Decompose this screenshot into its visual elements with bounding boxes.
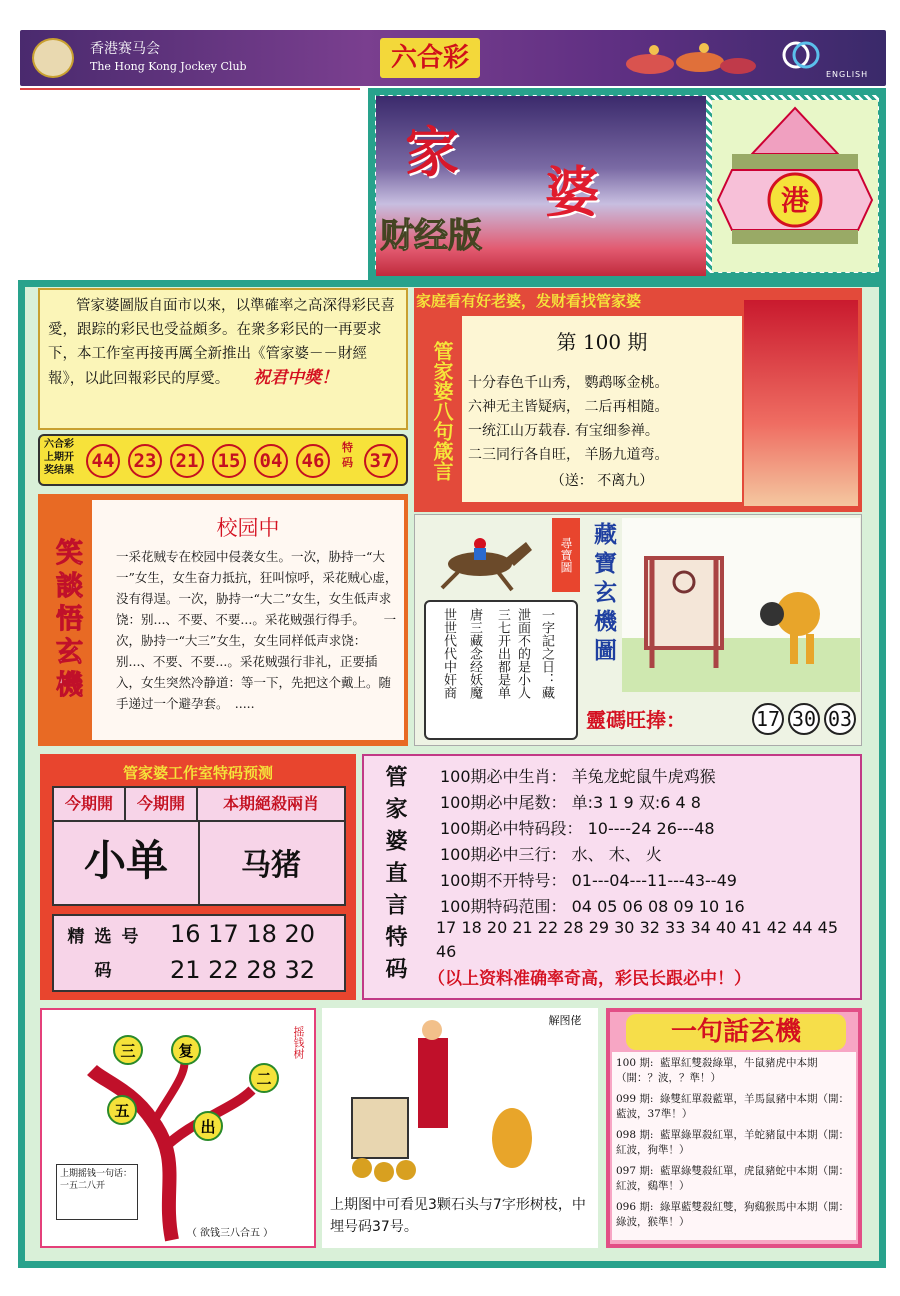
poem-line: 二三同行各自旺， 羊肠九道弯。 bbox=[468, 447, 669, 463]
lucky-number: 03 bbox=[824, 703, 856, 735]
racehorses-icon bbox=[610, 34, 760, 82]
tree-fruit: 五 bbox=[114, 1102, 130, 1120]
picked-numbers bbox=[52, 914, 346, 992]
hkjc-logo[interactable] bbox=[32, 38, 74, 78]
list-item: 097 期: 藍單綠雙殺紅單，虎鼠豬蛇中本期（開：紅波，鷄準！） bbox=[616, 1165, 849, 1192]
one-word-title: 一句話玄機 bbox=[626, 1014, 846, 1050]
forecast-col-header: 今期開 bbox=[54, 788, 126, 820]
list-item: 098 期: 藍單綠單殺紅單，羊蛇豬鼠中本期（開：紅波，狗準！） bbox=[616, 1129, 849, 1156]
joke-title: 校园中 bbox=[216, 516, 280, 540]
tree-tag: 摇钱树 bbox=[286, 1012, 306, 1072]
poem-line: 一统江山万载春. 有宝细参禅。 bbox=[468, 423, 659, 439]
org-name-en: The Hong Kong Jockey Club bbox=[90, 60, 247, 73]
forecast-col-header: 本期絕殺兩肖 bbox=[222, 794, 319, 813]
tips-side-title: 管家婆直言特码 bbox=[382, 765, 407, 989]
title-subtitle: 财经版 bbox=[380, 216, 482, 256]
poem-header: 家庭看有好老婆，发财看找管家婆 bbox=[416, 292, 642, 310]
english-link[interactable]: ENGLISH bbox=[826, 70, 869, 79]
result-ball: 46 bbox=[296, 444, 330, 478]
poem-line: 六神无主皆疑病， 二后再相隨。 bbox=[468, 399, 669, 415]
monkey-target-scene bbox=[622, 518, 860, 692]
intro-text: 管家婆圖版自面市以來，以準確率之高深得彩民喜愛，跟踪的彩民也受益頗多。在衆多彩民的一再要求下，本工作室再接再厲全新推出《管家婆－－財經報》，以此回報彩民的厚愛。 bbox=[48, 298, 395, 387]
tip-note: （以上资料准确率奇高，彩民长跟必中！） bbox=[428, 969, 751, 989]
mark-six-title[interactable]: 六合彩 bbox=[380, 38, 480, 78]
bride-curtain-illustration bbox=[744, 300, 858, 506]
result-ball: 44 bbox=[86, 444, 120, 478]
tip-line: 100期不开特号： 01---04---11---43--49 bbox=[440, 871, 737, 890]
tree-fruit: 三 bbox=[120, 1042, 136, 1060]
treasure-title: 藏寶玄機圖 bbox=[590, 522, 616, 667]
lucky-number: 17 bbox=[752, 703, 784, 735]
joke-text: 一采花贼专在校园中侵袭女生。一次，胁持一“大一”女生，女生奋力抵抗，狂叫惊呼，采花贼心虚，没有得逞。一次，胁持一“大二”女生，女生低声求饶：别...、不要、不要...。采花贼强行得手。 一次，胁持一“大三”女生，女生同样低声求饶：别...、不要、不要...。采花贼强行非礼，正要插入，女生突然冷静道：等一下，先把这个戴上。随手递过一个避孕套。 ..... bbox=[116, 549, 398, 711]
scroll-column: 世世代代中奸商 bbox=[441, 608, 456, 699]
list-item: 096 期: 綠單藍雙殺紅雙，狗鷄猴馬中本期（開：綠波，猴準！） bbox=[616, 1201, 849, 1228]
lantern-char: 港 bbox=[780, 184, 810, 217]
site-header bbox=[20, 30, 886, 86]
lucky-label: 靈碼旺捧： bbox=[586, 708, 686, 732]
tree-note: 上期摇钱一句话：一五二八开 bbox=[56, 1164, 138, 1220]
poem-side-title: 管家婆八句箴言 bbox=[430, 341, 454, 481]
pick-label: 精选号码 bbox=[67, 927, 149, 981]
pick-row: 21 22 28 32 bbox=[170, 956, 316, 984]
lucky-number: 30 bbox=[788, 703, 820, 735]
forecast-col-header: 今期開 bbox=[126, 788, 198, 820]
scroll-column: 三七开出都是单 bbox=[495, 608, 510, 699]
poem-gift: （送： 不离九） bbox=[550, 473, 654, 489]
well-scene-illustration bbox=[322, 1008, 598, 1192]
forecast-big: 小单 bbox=[83, 836, 168, 885]
list-item: 099 期: 綠雙紅單殺藍單，羊馬鼠豬中本期（開：藍波，37準！） bbox=[616, 1093, 849, 1120]
special-label: 特码 bbox=[342, 441, 353, 469]
blessing: 祝君中獎！ bbox=[253, 368, 339, 388]
forecast-kill: 马猪 bbox=[241, 848, 301, 883]
org-name-cn: 香港赛马会 bbox=[90, 41, 160, 57]
one-word-list bbox=[612, 1052, 856, 1240]
title-char-po: 婆 bbox=[545, 160, 599, 224]
puzzle-caption: 上期图中可看见3颗石头与7字形树枝，中埋号码37号。 bbox=[330, 1197, 586, 1235]
last-result-label: 六合彩上期开奖结果 bbox=[44, 439, 74, 476]
header-divider bbox=[20, 88, 360, 90]
lucky-numbers bbox=[586, 700, 860, 740]
treasure-tag: 尋寶圖 bbox=[552, 518, 580, 592]
tip-more-numbers: 17 18 20 21 22 28 29 30 32 33 34 40 41 42 44 45 46 bbox=[436, 918, 839, 961]
list-item: 100 期: 藍單紅雙殺綠單，牛鼠豬虎中本期（開：？波，？準！） bbox=[616, 1057, 818, 1084]
scroll-column: 唐三藏念经妖魔 bbox=[467, 608, 482, 699]
lantern-emblem bbox=[712, 100, 878, 272]
scroll-column: 泄面不的是小人 bbox=[515, 608, 530, 699]
joke-side-title: 笑談悟玄機 bbox=[51, 537, 82, 703]
forecast-table bbox=[52, 786, 346, 906]
result-ball: 04 bbox=[254, 444, 288, 478]
result-ball: 21 bbox=[170, 444, 204, 478]
issue-number: 第 100 期 bbox=[556, 330, 648, 354]
jockey-horse-icon bbox=[422, 528, 538, 594]
tree-fruit: 二 bbox=[256, 1070, 272, 1088]
lantern-icon bbox=[712, 100, 878, 272]
forecast-header: 管家婆工作室特码预测 bbox=[122, 764, 273, 782]
intro-paragraph bbox=[38, 288, 408, 430]
pick-row: 16 17 18 20 bbox=[170, 920, 316, 948]
result-ball: 23 bbox=[128, 444, 162, 478]
tip-line: 100期必中尾数： 单:3 1 9 双:6 4 8 bbox=[440, 793, 701, 812]
tip-line: 100期必中生肖： 羊兔龙蛇鼠牛虎鸡猴 bbox=[440, 767, 716, 786]
puzzle-tag: 解图佬 bbox=[548, 1014, 582, 1027]
result-ball: 15 bbox=[212, 444, 246, 478]
special-ball: 37 bbox=[364, 444, 398, 478]
poem-line: 十分春色千山秀， 鹦鹉啄金桃。 bbox=[468, 375, 669, 391]
tip-line: 100期必中特码段： 10----24 26---48 bbox=[440, 819, 715, 838]
tree-fruit: 出 bbox=[200, 1118, 216, 1136]
scroll-column: 一字記之日：藏 bbox=[539, 608, 554, 699]
tree-fruit: 复 bbox=[178, 1042, 194, 1060]
last-result-bar bbox=[38, 434, 408, 486]
english-link-icon[interactable] bbox=[780, 36, 822, 74]
tip-line: 100期特码范围： 04 05 06 08 09 10 16 bbox=[440, 897, 745, 916]
title-char-jia: 家 bbox=[405, 120, 459, 184]
tree-footer: （ 欲钱三八合五 ） bbox=[186, 1228, 274, 1239]
tip-line: 100期必中三行： 水、 木、 火 bbox=[440, 845, 662, 864]
